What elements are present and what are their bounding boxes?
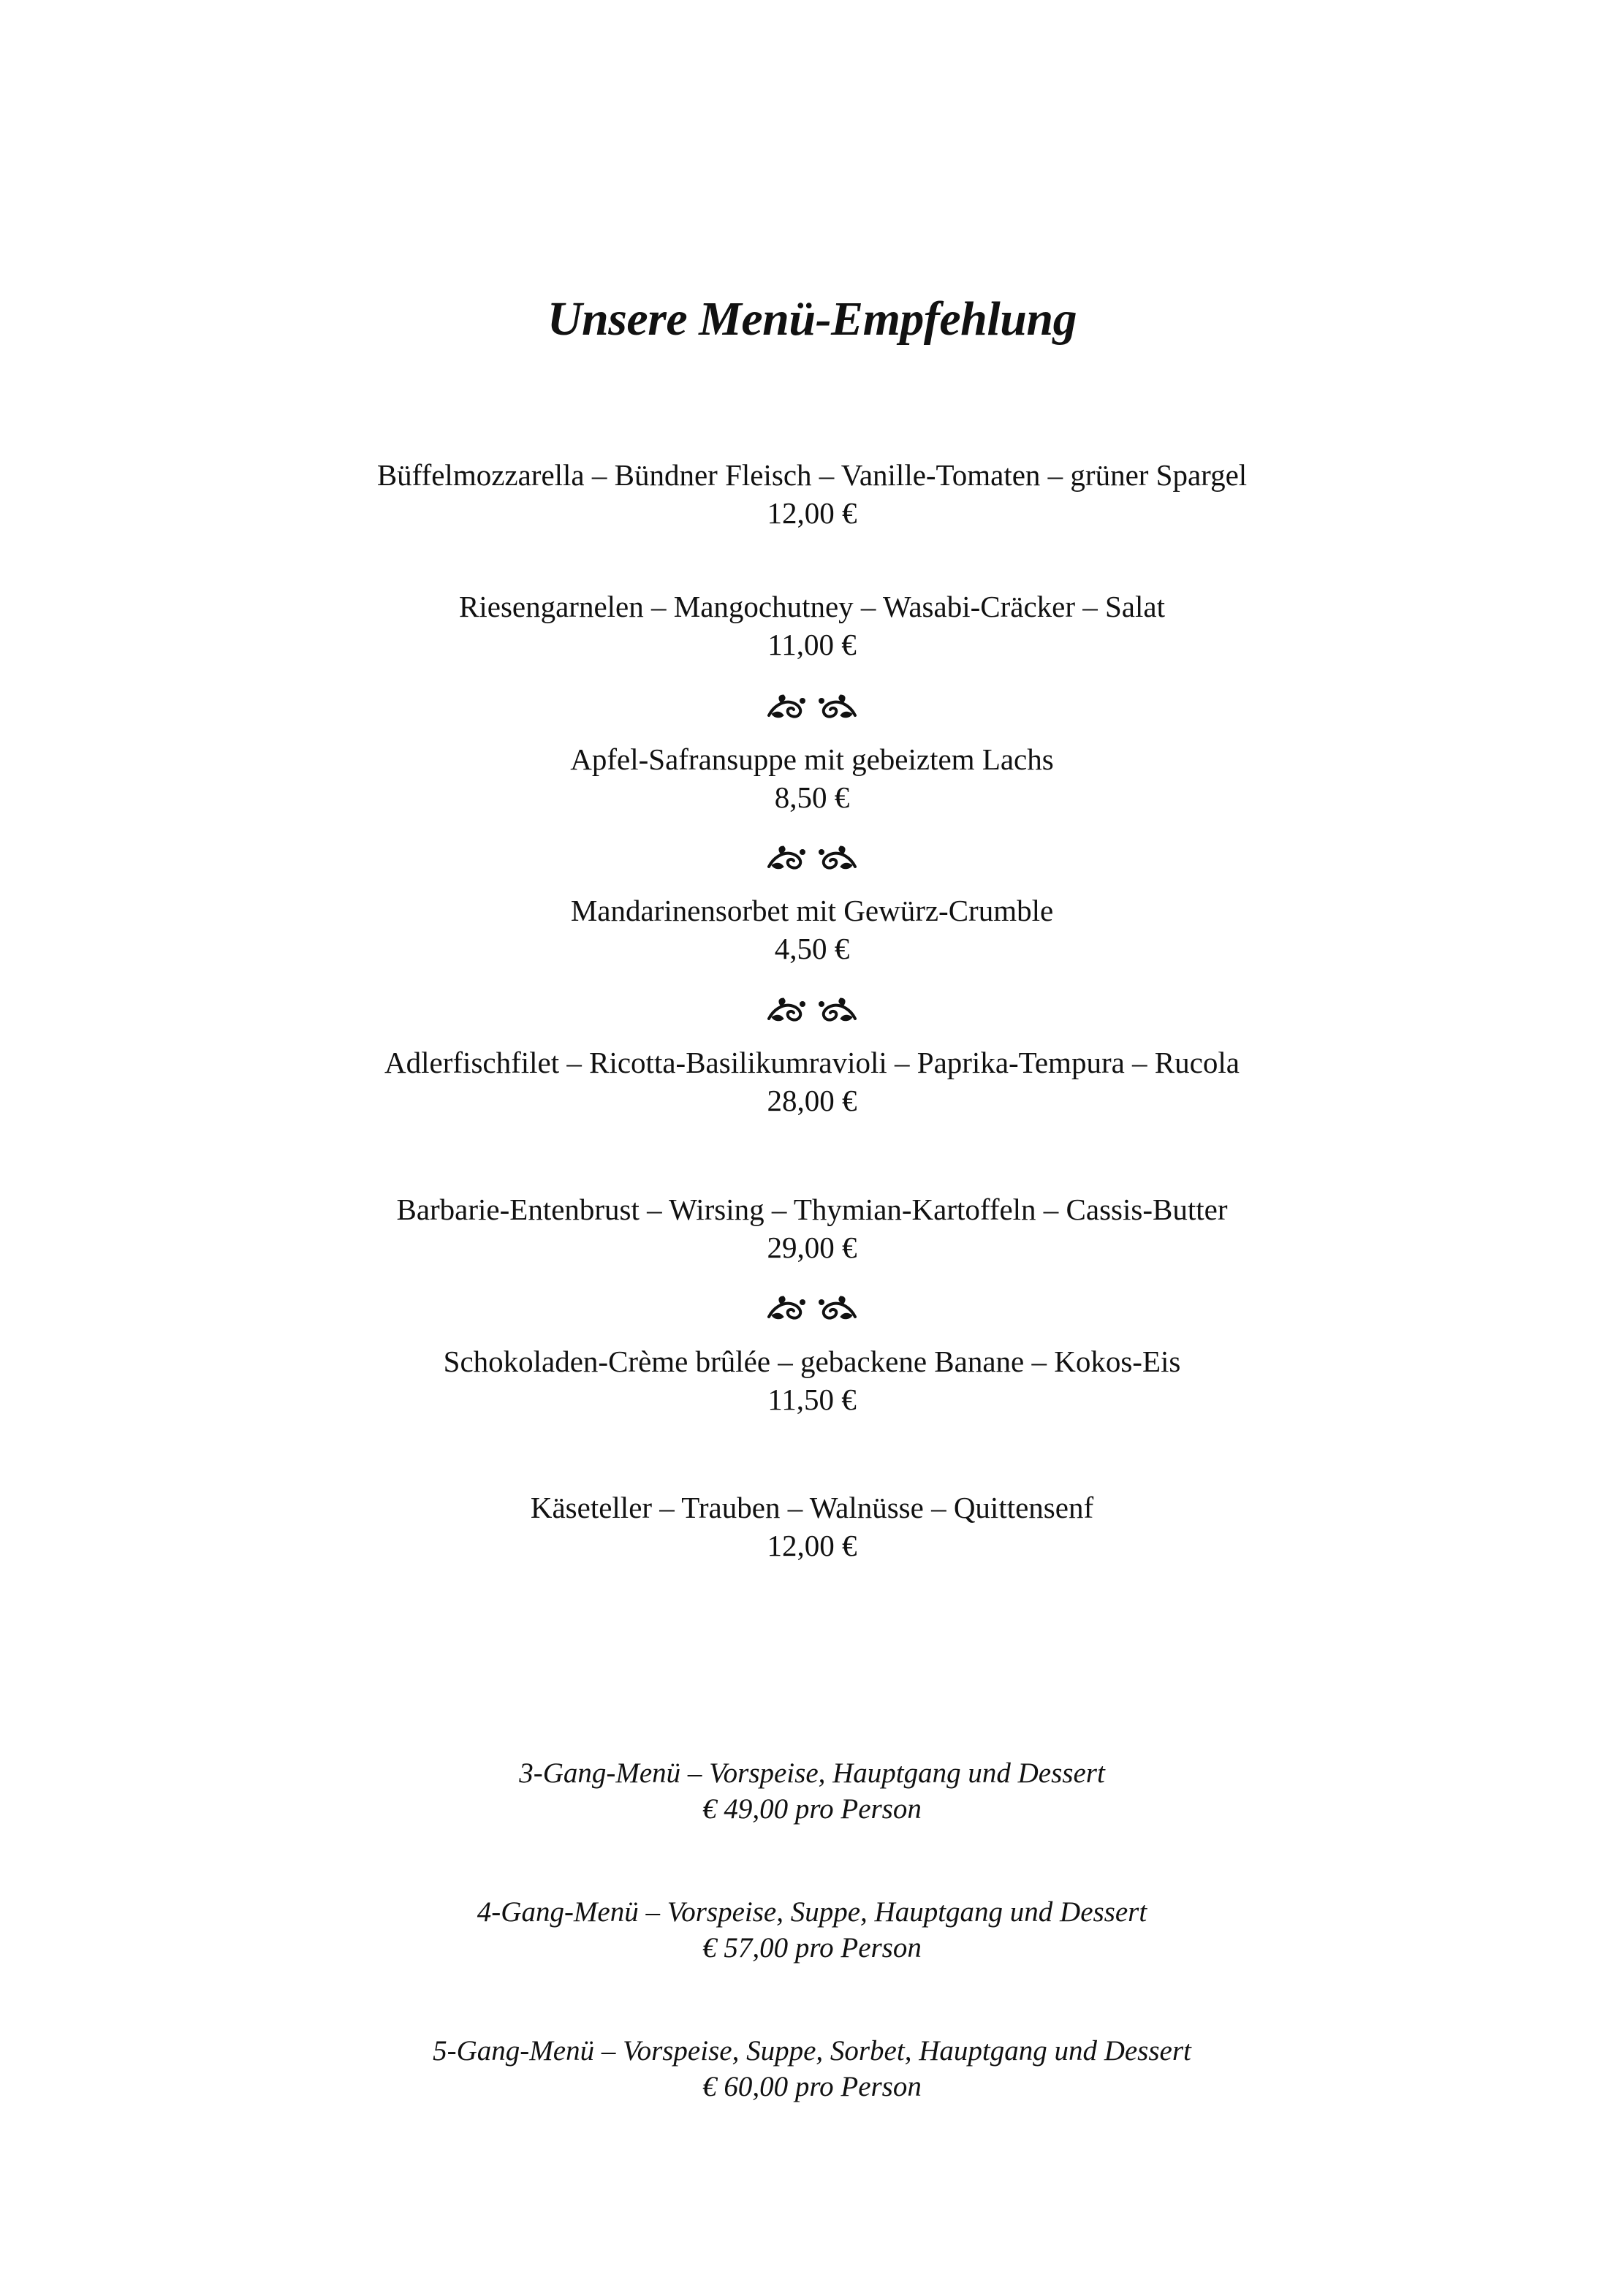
dish-price: 28,00 € — [767, 1084, 857, 1117]
set-menu-offer — [0, 1894, 1624, 1966]
dish-item — [0, 588, 1624, 664]
dish-price: 4,50 € — [774, 932, 850, 965]
set-menu-title: 3-Gang-Menü – Vorspeise, Hauptgang und Dessert — [519, 1757, 1105, 1789]
dish-name: Riesengarnelen – Mangochutney – Wasabi-Cräcker – Salat — [459, 590, 1165, 623]
set-menu-price: € 57,00 pro Person — [702, 1932, 922, 1964]
dish-item — [0, 1342, 1624, 1418]
floral-ornament-icon — [0, 1293, 1624, 1325]
floral-ornament-icon — [0, 995, 1624, 1027]
set-menu-offer — [0, 2033, 1624, 2105]
dish-name: Adlerfischfilet – Ricotta-Basilikumravioli – Paprika-Tempura – Rucola — [384, 1046, 1240, 1079]
dish-price: 12,00 € — [767, 1529, 857, 1562]
set-menu-price: € 49,00 pro Person — [702, 1793, 922, 1825]
dish-name: Barbarie-Entenbrust – Wirsing – Thymian-Kartoffeln – Cassis-Butter — [396, 1193, 1228, 1226]
dish-item — [0, 1489, 1624, 1565]
page-title: Unsere Menü-Empfehlung — [547, 292, 1077, 346]
dish-price: 11,00 € — [767, 628, 857, 661]
dish-name: Käseteller – Trauben – Walnüsse – Quittensenf — [530, 1491, 1094, 1524]
dish-item — [0, 1044, 1624, 1120]
dish-item — [0, 1190, 1624, 1266]
dish-price: 12,00 € — [767, 496, 857, 530]
set-menu-title: 4-Gang-Menü – Vorspeise, Suppe, Hauptgang und Dessert — [477, 1896, 1147, 1928]
dish-item — [0, 456, 1624, 532]
dish-item — [0, 892, 1624, 968]
floral-ornament-icon — [0, 691, 1624, 723]
dish-name: Mandarinensorbet mit Gewürz-Crumble — [570, 894, 1054, 927]
set-menu-title: 5-Gang-Menü – Vorspeise, Suppe, Sorbet, Hauptgang und Dessert — [433, 2035, 1191, 2067]
dish-name: Schokoladen-Crème brûlée – gebackene Banane – Kokos-Eis — [443, 1345, 1181, 1378]
dish-name: Apfel-Safransuppe mit gebeiztem Lachs — [570, 742, 1054, 776]
dish-price: 11,50 € — [767, 1383, 857, 1416]
floral-ornament-icon — [0, 843, 1624, 875]
dish-price: 8,50 € — [774, 780, 850, 814]
dish-price: 29,00 € — [767, 1231, 857, 1264]
dish-item — [0, 740, 1624, 816]
dish-name: Büffelmozzarella – Bündner Fleisch – Vanille-Tomaten – grüner Spargel — [376, 458, 1248, 492]
set-menu-offer — [0, 1755, 1624, 1827]
set-menu-price: € 60,00 pro Person — [702, 2071, 922, 2102]
